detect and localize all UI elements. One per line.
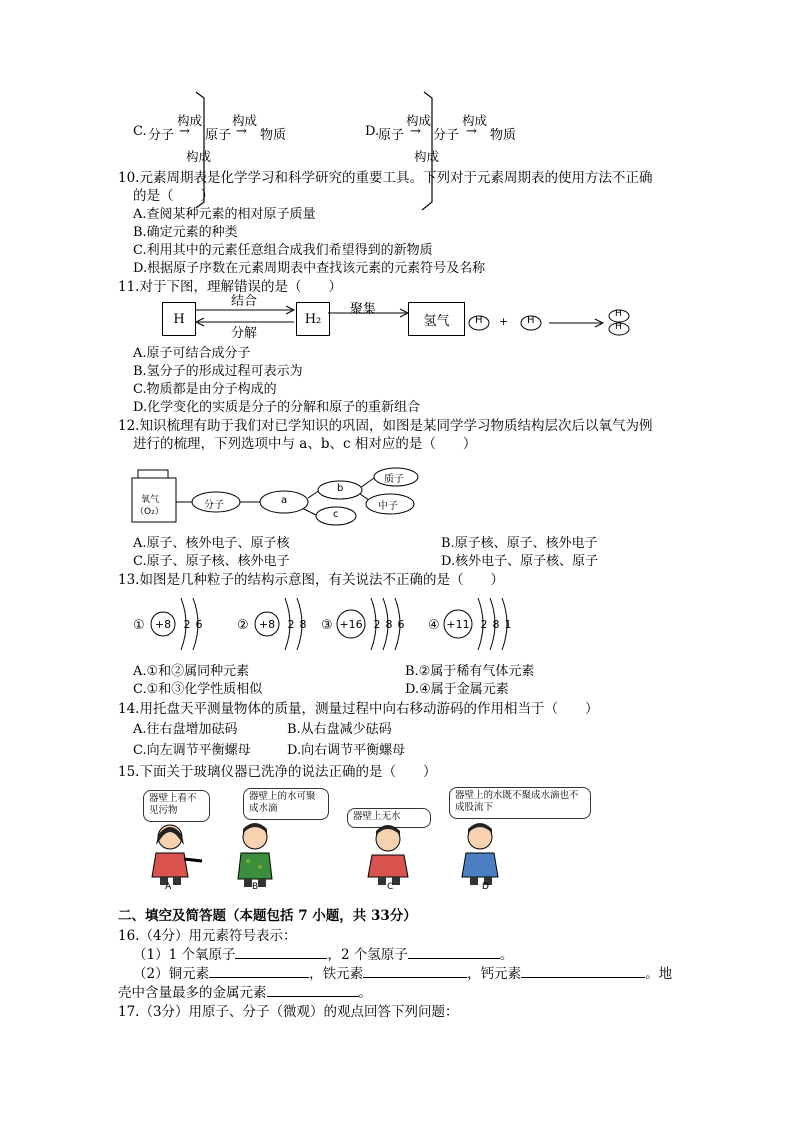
q15-stem: 15.下面关于玻璃仪器已洗净的说法正确的是（ ）: [118, 764, 437, 780]
q13-option-d: D.④属于金属元素: [405, 682, 509, 697]
q10-option-a: A.查阅某种元素的相对原子质量: [133, 207, 316, 222]
node-proton: 质子: [384, 474, 404, 485]
atom-h-2: H: [527, 315, 535, 326]
q11-stem: 11.对于下图，理解错误的是（ ）: [118, 279, 342, 295]
q13-stem: 13.如图是几种粒子的结构示意图，有关说法不正确的是（ ）: [118, 572, 504, 588]
node-b: b: [337, 483, 344, 494]
q9-d-arrow1-label: 构成: [406, 113, 432, 128]
nucleus-charge-4: +11: [446, 618, 470, 631]
q12-option-c: C.原子、原子核、核外电子: [133, 554, 290, 569]
particle-label-3: ③: [321, 618, 333, 633]
q11-option-a: A.原子可结合成分子: [133, 346, 251, 361]
q12-stem: 12.知识梳理有助于我们对已学知识的巩固，如图是某同学学习物质结构层次后以氧气为例: [118, 418, 653, 434]
node-c: c: [333, 509, 339, 520]
atom-h-1: H: [475, 315, 483, 326]
q13-option-a: A.①和②属同种元素: [133, 664, 250, 679]
label-b: B: [252, 882, 259, 892]
particle-label-2: ②: [237, 618, 249, 633]
q16-1-period: 。: [499, 947, 514, 963]
nucleus-charge-1: +8: [154, 618, 172, 631]
q11-option-c: C.物质都是由分子构成的: [133, 382, 277, 397]
molecule-h-bottom: H: [615, 322, 622, 332]
speech-bubble-c: 器壁上无水: [347, 808, 431, 828]
shell-count-3-1: 2: [373, 618, 381, 631]
q9-d-mid: 分子: [433, 128, 460, 143]
q9-c-last: 物质: [260, 128, 287, 143]
q16-2-metal-label: 壳中含量最多的金属元素: [118, 985, 267, 1001]
q14-option-b: B.从右盘减少砝码: [287, 722, 392, 737]
q10-stem-cont: 的是（ ）: [133, 188, 214, 204]
q9-c-first: 分子: [148, 128, 175, 143]
blank-copper[interactable]: [209, 964, 309, 978]
q12-option-d: D.核外电子、原子核、原子: [441, 554, 599, 569]
particle-label-1: ①: [133, 618, 145, 633]
shell-count-3-3: 6: [397, 618, 405, 631]
box-h2: H₂: [296, 302, 330, 336]
arrow-right-icon: →: [466, 124, 477, 139]
q16-line-1: [133, 943, 513, 963]
q16-2-iron-label: ，铁元素: [309, 966, 364, 982]
q10-option-b: B.确定元素的种类: [133, 225, 238, 240]
blank-oxygen-atom[interactable]: [235, 945, 327, 959]
shell-count-4-1: 2: [480, 618, 488, 631]
nucleus-charge-2: +8: [258, 618, 276, 631]
label-d: D: [482, 882, 489, 892]
q14-option-a: A.往右盘增加砝码: [133, 722, 238, 737]
person-c-icon: [368, 825, 408, 885]
q14-stem: 14.用托盘天平测量物体的质量，测量过程中向右移动游码的作用相当于（ ）: [118, 701, 599, 717]
q16-1-hydrogen-atoms-label: ，2 个氢原子: [327, 947, 408, 963]
label-a: A: [165, 882, 172, 892]
q16-1-oxygen-atom-label: （1）1 个氧原子: [133, 947, 236, 963]
shell-count-4-3: 1: [504, 618, 512, 631]
label-c: C: [387, 882, 394, 892]
section-2-title: 二、填空及简答题（本题包括 7 小题，共 33分）: [118, 908, 417, 924]
speech-bubble-d: 器壁上的水既不聚成水滴也不成股流下: [449, 787, 591, 819]
nucleus-charge-3: +16: [339, 618, 363, 631]
structure-map-icon: [130, 464, 420, 530]
arrow-right-icon: →: [179, 124, 190, 139]
shell-count-4-2: 8: [492, 618, 500, 631]
shell-count-3-2: 8: [385, 618, 393, 631]
q12-stem-cont: 进行的梳理，下列选项中与 a、b、c 相对应的是（ ）: [133, 436, 477, 452]
speech-bubble-a: 器壁上看不见污物: [143, 790, 210, 822]
q9-d-last: 物质: [490, 128, 517, 143]
arrow-right-icon: →: [410, 124, 421, 139]
blank-crust-metal[interactable]: [267, 983, 359, 997]
q10-option-d: D.根据原子序数在元素周期表中查找该元素的元素符号及名称: [133, 261, 486, 276]
atom-structure-diagrams: [125, 586, 525, 662]
person-d-icon: [462, 823, 498, 885]
q16-2-calcium-label: ，钙元素: [467, 966, 522, 982]
jar-label: 氧气: [141, 495, 160, 505]
q16-stem: 16.（4分）用元素符号表示：: [118, 928, 297, 944]
shell-count-1-2: 6: [195, 618, 203, 631]
q10-stem: 10.元素周期表是化学学习和科学研究的重要工具。下列对于元素周期表的使用方法不正确: [118, 170, 653, 186]
blank-calcium[interactable]: [521, 964, 645, 978]
q9-d-lower-label: 构成: [414, 149, 440, 164]
node-neutron: 中子: [378, 501, 398, 512]
arrow-right-icon: →: [236, 124, 247, 139]
jar-formula: （O₂）: [135, 507, 164, 517]
q17-stem: 17.（3分）用原子、分子（微观）的观点回答下列问题：: [118, 1004, 459, 1020]
q16-line-2: [133, 962, 672, 982]
person-b-icon: [238, 823, 272, 887]
q9-c-lower-label: 构成: [186, 149, 212, 164]
q13-option-b: B.②属于稀有气体元素: [405, 664, 535, 679]
box-h: H: [162, 302, 196, 336]
node-molecule: 分子: [204, 500, 224, 511]
shell-count-2-1: 2: [287, 618, 295, 631]
q14-option-c: C.向左调节平衡螺母: [133, 743, 251, 758]
plus-sign: +: [499, 315, 509, 328]
person-a-icon: [152, 825, 202, 885]
q9-c-mid: 原子: [205, 128, 232, 143]
node-a: a: [281, 495, 288, 506]
label-gather: 聚集: [350, 302, 377, 317]
blank-hydrogen-atoms[interactable]: [408, 945, 500, 959]
box-hydrogen-gas: 氢气: [408, 302, 465, 336]
cartoon-people-icon: [130, 815, 530, 895]
shell-count-1-1: 2: [183, 618, 191, 631]
q16-line-3: [118, 981, 372, 1001]
q9-c-label: C.: [133, 124, 147, 139]
q9-d-first: 原子: [378, 128, 405, 143]
q11-option-b: B.氢分子的形成过程可表示为: [133, 364, 303, 379]
q13-option-c: C.①和③化学性质相似: [133, 682, 263, 697]
q9-d-label: D.: [365, 124, 380, 139]
shell-count-2-2: 8: [299, 618, 307, 631]
particle-label-4: ④: [428, 618, 440, 633]
q16-3-period: 。: [358, 985, 372, 1001]
molecule-h-top: H: [615, 309, 622, 319]
q9-c-arrow2-label: 构成: [232, 113, 258, 128]
q14-option-d: D.向右调节平衡螺母: [287, 743, 406, 758]
q12-option-b: B.原子核、原子、核外电子: [441, 536, 598, 551]
blank-iron[interactable]: [363, 964, 467, 978]
q12-option-a: A.原子、核外电子、原子核: [133, 536, 290, 551]
q16-2-tail: 。地: [645, 966, 673, 982]
q11-option-d: D.化学变化的实质是分子的分解和原子的重新组合: [133, 400, 421, 415]
label-combine: 结合: [231, 294, 258, 309]
speech-bubble-b: 器壁上的水可聚成水滴: [243, 788, 329, 820]
q16-2-copper-label: （2）铜元素: [133, 966, 210, 982]
q9-c-arrow1-label: 构成: [177, 113, 203, 128]
q9-d-arrow2-label: 构成: [462, 113, 488, 128]
label-decompose: 分解: [231, 326, 258, 341]
q10-option-c: C.利用其中的元素任意组合成我们希望得到的新物质: [133, 243, 433, 258]
